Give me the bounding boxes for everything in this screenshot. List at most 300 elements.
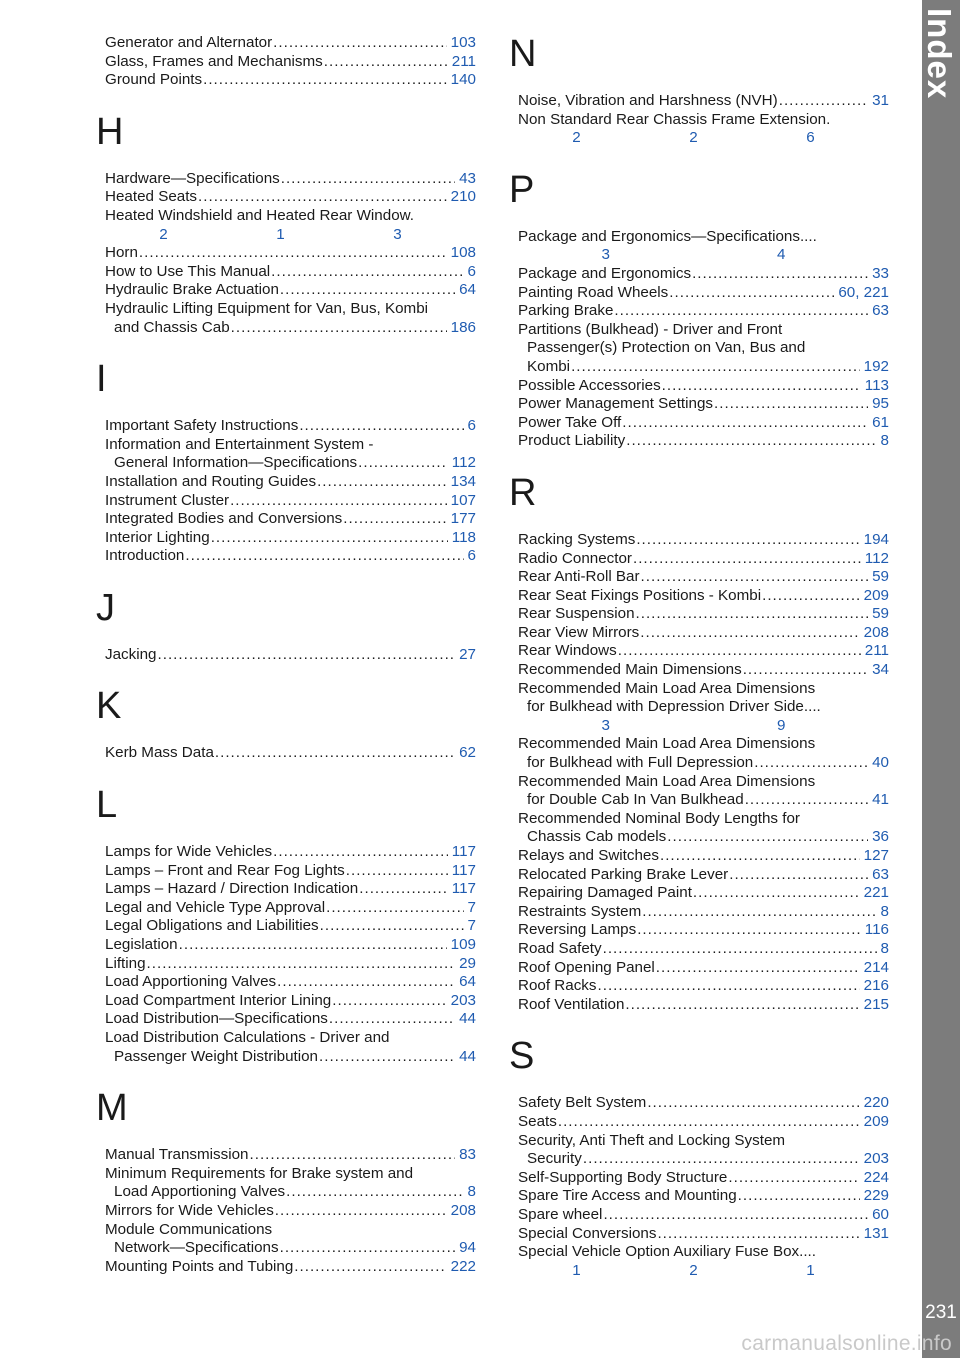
entry-page-link[interactable]: 209 xyxy=(863,1112,889,1130)
index-entry[interactable] xyxy=(96,862,476,881)
entry-title: Lamps for Wide Vehicles xyxy=(105,843,273,861)
entry-page-link[interactable]: 36 xyxy=(872,828,889,846)
entry-page-link[interactable]: 215 xyxy=(863,995,889,1013)
entry-title: Package and Ergonomics—Specifications.... xyxy=(518,227,817,245)
entry-title: Heated Windshield and Heated Rear Window. xyxy=(105,206,414,224)
entry-title: Road Safety xyxy=(518,939,602,957)
entry-title: Recommended Main Dimensions xyxy=(518,661,742,679)
entry-leader-line xyxy=(105,170,476,189)
entry-page-link[interactable]: 203 xyxy=(450,991,476,1009)
index-entry[interactable] xyxy=(509,1206,889,1225)
index-entry[interactable] xyxy=(96,992,476,1011)
dot-leader xyxy=(320,917,464,936)
index-entry[interactable] xyxy=(96,71,476,90)
entry-leader-line xyxy=(105,34,476,53)
dot-leader xyxy=(745,791,868,810)
entry-page-link[interactable]: 29 xyxy=(459,954,476,972)
entry-page-link[interactable]: 103 xyxy=(450,34,476,51)
entry-title: Load Compartment Interior Lining xyxy=(105,991,332,1009)
entry-page-link[interactable]: 62 xyxy=(459,744,476,762)
entry-leader-line xyxy=(105,992,476,1011)
entry-leader-line xyxy=(518,265,889,284)
entry-title: Rear View Mirrors xyxy=(518,623,640,641)
entry-page-link[interactable]: 186 xyxy=(450,318,476,336)
entry-page-link[interactable]: 216 xyxy=(863,977,889,995)
index-entry[interactable] xyxy=(96,917,476,936)
index-entry[interactable] xyxy=(96,170,476,189)
entry-leader-line xyxy=(105,281,476,300)
index-entry[interactable] xyxy=(509,568,889,587)
index-column-right xyxy=(509,34,889,1280)
section-letter: J xyxy=(96,586,115,629)
entry-page-link[interactable]: 118 xyxy=(451,528,476,546)
entry-page-link[interactable]: 117 xyxy=(451,861,476,879)
entry-page-link[interactable]: 221 xyxy=(863,884,889,902)
entry-page-link[interactable]: 59 xyxy=(872,568,889,586)
dot-leader xyxy=(324,53,448,72)
entry-leader-line xyxy=(518,358,889,377)
index-entry[interactable] xyxy=(96,417,476,436)
index-entry[interactable] xyxy=(509,284,889,303)
entry-title: Hydraulic Brake Actuation xyxy=(105,281,279,299)
index-entry[interactable] xyxy=(96,510,476,529)
entry-page-link[interactable]: 113 xyxy=(864,376,889,394)
entry-page-link[interactable]: 222 xyxy=(450,1257,476,1275)
dot-leader xyxy=(693,884,860,903)
entry-page-digit[interactable]: 2 xyxy=(689,1261,698,1279)
index-entry[interactable] xyxy=(96,473,476,492)
entry-page-link[interactable]: 40 xyxy=(872,754,889,772)
index-entry[interactable] xyxy=(509,111,889,148)
index-entry[interactable] xyxy=(96,34,476,53)
entry-leader-line xyxy=(105,1146,476,1165)
index-entry[interactable] xyxy=(509,605,889,624)
entry-page-link[interactable]: 94 xyxy=(459,1239,476,1257)
entry-page-digit[interactable]: 6 xyxy=(806,129,815,147)
entry-title: Partitions (Bulkhead) - Driver and Front xyxy=(518,320,783,338)
index-entry[interactable] xyxy=(509,1113,889,1132)
entry-title: Rear Anti-Roll Bar xyxy=(518,568,640,586)
index-entry[interactable] xyxy=(509,680,889,736)
entry-page-link[interactable]: 131 xyxy=(863,1224,889,1242)
entry-page-link[interactable]: 83 xyxy=(459,1146,476,1164)
entry-page-link[interactable]: 8 xyxy=(880,902,889,920)
entry-page-link[interactable]: 6 xyxy=(467,547,476,565)
index-entry[interactable] xyxy=(509,977,889,996)
dot-leader xyxy=(743,661,868,680)
entry-leader-line xyxy=(105,188,476,207)
entry-page-split xyxy=(518,246,889,265)
dot-leader xyxy=(618,642,861,661)
dot-leader xyxy=(729,866,868,885)
entry-title: Mirrors for Wide Vehicles xyxy=(105,1201,274,1219)
index-entry[interactable] xyxy=(509,377,889,396)
dot-leader xyxy=(662,377,861,396)
entry-page-link[interactable]: 95 xyxy=(872,395,889,413)
entry-page-link[interactable]: 44 xyxy=(459,1010,476,1028)
dot-leader xyxy=(230,492,447,511)
entry-page-digit[interactable]: 3 xyxy=(601,246,610,264)
index-entry[interactable] xyxy=(509,1169,889,1188)
entry-leader-line xyxy=(518,754,889,773)
entry-title: Kombi xyxy=(527,357,571,375)
dot-leader xyxy=(738,1187,860,1206)
entry-page-link[interactable]: 6 xyxy=(467,262,476,280)
entry-leader-line xyxy=(105,492,476,511)
index-entry[interactable] xyxy=(509,921,889,940)
entry-page-link[interactable]: 44 xyxy=(459,1047,476,1065)
index-entry[interactable] xyxy=(509,810,889,847)
entry-leader-line xyxy=(518,587,889,606)
entry-page-link[interactable]: 7 xyxy=(467,917,476,935)
entry-page-link[interactable]: 109 xyxy=(450,936,476,954)
section-letter: N xyxy=(509,33,537,75)
dot-leader xyxy=(326,899,463,918)
entry-leader-line xyxy=(518,1187,889,1206)
entry-leader-line xyxy=(105,473,476,492)
dot-leader xyxy=(329,1010,455,1029)
index-entry[interactable] xyxy=(96,1146,476,1165)
entry-page-link[interactable]: 27 xyxy=(459,645,476,663)
entry-page-link[interactable]: 214 xyxy=(863,958,889,976)
entry-page-link[interactable]: 209 xyxy=(863,586,889,604)
entry-page-link[interactable]: 116 xyxy=(864,921,889,939)
entry-leader-line xyxy=(518,661,889,680)
entry-title: Roof Racks xyxy=(518,977,597,995)
index-entry[interactable] xyxy=(96,492,476,511)
entry-page-link[interactable]: 108 xyxy=(450,244,476,262)
entry-page-link[interactable]: 211 xyxy=(451,52,476,70)
entry-page-digit[interactable]: 3 xyxy=(393,225,402,243)
entry-page-link[interactable]: 59 xyxy=(872,605,889,623)
index-entry[interactable] xyxy=(96,899,476,918)
entry-leader-line xyxy=(518,791,889,810)
entry-leader-line xyxy=(518,1113,889,1132)
index-entry[interactable] xyxy=(96,955,476,974)
entry-leader-line xyxy=(105,547,476,566)
index-entry[interactable] xyxy=(96,1202,476,1221)
entry-title: Roof Ventilation xyxy=(518,995,625,1013)
entry-page-link[interactable]: 8 xyxy=(880,939,889,957)
index-entry[interactable] xyxy=(509,773,889,810)
index-entry[interactable] xyxy=(96,244,476,263)
entry-leader-line xyxy=(105,529,476,548)
dot-leader xyxy=(633,550,861,569)
entry-page-link[interactable]: 63 xyxy=(872,865,889,883)
dot-leader xyxy=(211,529,448,548)
index-entry[interactable] xyxy=(509,624,889,643)
entry-leader-line xyxy=(105,244,476,263)
index-section xyxy=(96,34,476,90)
entry-title: Recommended Main Load Area Dimensions xyxy=(518,772,816,790)
entry-title: How to Use This Manual xyxy=(105,262,271,280)
dot-leader xyxy=(583,1150,860,1169)
entry-title: Special Vehicle Option Auxiliary Fuse Box.... xyxy=(518,1243,816,1261)
entry-page-split xyxy=(518,1262,889,1281)
entry-leader-line xyxy=(518,996,889,1015)
index-entry[interactable] xyxy=(509,884,889,903)
watermark: carmanualsonline.info xyxy=(741,1332,952,1355)
entry-title: Kerb Mass Data xyxy=(105,744,214,762)
entry-page-link[interactable]: 194 xyxy=(863,530,889,548)
dot-leader xyxy=(273,843,448,862)
index-entry[interactable] xyxy=(509,866,889,885)
entry-title: Safety Belt System xyxy=(518,1094,647,1112)
entry-page-link[interactable]: 34 xyxy=(872,661,889,679)
entry-page-link[interactable]: 220 xyxy=(863,1094,889,1112)
entry-page-link[interactable]: 64 xyxy=(459,973,476,991)
dot-leader xyxy=(185,547,463,566)
index-entry[interactable] xyxy=(509,1094,889,1113)
index-entry[interactable] xyxy=(509,1132,889,1169)
entry-page-link[interactable]: 211 xyxy=(864,642,889,660)
index-entry[interactable] xyxy=(509,735,889,772)
entry-page-link[interactable]: 208 xyxy=(863,623,889,641)
index-entry[interactable] xyxy=(96,1029,476,1066)
index-entry[interactable] xyxy=(96,263,476,282)
index-entry[interactable] xyxy=(96,529,476,548)
entry-page-link[interactable]: 33 xyxy=(872,264,889,282)
index-entry[interactable] xyxy=(96,53,476,72)
entry-page-digit[interactable]: 2 xyxy=(159,225,168,243)
entry-title: Hydraulic Lifting Equipment for Van, Bus, Kombi xyxy=(105,299,429,317)
dot-leader xyxy=(603,940,877,959)
entry-page-link[interactable]: 117 xyxy=(451,843,476,861)
entry-title: Load Distribution Calculations - Driver and xyxy=(105,1029,390,1046)
entry-title: Instrument Cluster xyxy=(105,491,230,509)
entry-leader-line xyxy=(518,414,889,433)
entry-title: Power Management Settings xyxy=(518,395,714,413)
entry-page-digit[interactable]: 1 xyxy=(276,225,285,243)
dot-leader xyxy=(294,1258,446,1277)
dot-leader xyxy=(332,992,446,1011)
dot-leader xyxy=(286,1183,463,1202)
index-entry[interactable] xyxy=(509,414,889,433)
entry-page-digit[interactable]: 2 xyxy=(572,129,581,147)
entry-title: Rear Suspension xyxy=(518,605,635,623)
index-entry[interactable] xyxy=(509,228,889,265)
index-entry[interactable] xyxy=(509,959,889,978)
section-letter: L xyxy=(96,784,118,827)
entry-title: Load Distribution—Specifications xyxy=(105,1010,328,1028)
entry-page-link[interactable]: 6 xyxy=(467,417,476,435)
index-entry[interactable] xyxy=(509,1243,889,1280)
entry-title: Self-Supporting Body Structure xyxy=(518,1168,728,1186)
dot-leader xyxy=(603,1206,868,1225)
entry-title: Information and Entertainment System - xyxy=(105,435,374,453)
index-entry[interactable] xyxy=(96,207,476,244)
entry-page-link[interactable]: 140 xyxy=(450,71,476,89)
index-entry[interactable] xyxy=(509,903,889,922)
dot-leader xyxy=(343,510,446,529)
entry-page-link[interactable]: 224 xyxy=(863,1168,889,1186)
entry-page-link[interactable]: 134 xyxy=(450,472,476,490)
entry-leader-line xyxy=(518,1150,889,1169)
entry-leader-line xyxy=(518,568,889,587)
entry-title: Manual Transmission xyxy=(105,1146,249,1164)
entry-title: Lifting xyxy=(105,954,146,972)
entry-page-link[interactable]: 177 xyxy=(450,510,476,528)
entry-title: Ground Points xyxy=(105,71,203,89)
dot-leader xyxy=(692,265,868,284)
entry-title: Network—Specifications xyxy=(114,1239,279,1257)
entry-page-digit[interactable]: 4 xyxy=(777,246,786,264)
entry-title: Horn xyxy=(105,244,138,262)
index-entry[interactable] xyxy=(96,936,476,955)
entry-page-digit[interactable]: 9 xyxy=(777,716,786,734)
entry-leader-line xyxy=(518,395,889,414)
entry-title: Seats xyxy=(518,1112,557,1130)
entry-leader-line xyxy=(105,973,476,992)
entry-leader-line xyxy=(518,959,889,978)
entry-title: Spare wheel xyxy=(518,1205,603,1223)
entry-page-digit[interactable]: 1 xyxy=(806,1261,815,1279)
entry-title: Legal Obligations and Liabilities xyxy=(105,917,319,935)
index-entry[interactable] xyxy=(96,843,476,862)
index-entry[interactable] xyxy=(509,302,889,321)
dot-leader xyxy=(358,454,448,473)
section-letter: S xyxy=(509,1035,535,1078)
entry-leader-line xyxy=(105,1183,476,1202)
index-entry[interactable] xyxy=(96,1258,476,1277)
entry-title: Reversing Lamps xyxy=(518,921,637,939)
index-entry[interactable] xyxy=(509,265,889,284)
entry-page-link[interactable]: 7 xyxy=(467,898,476,916)
entry-leader-line xyxy=(105,936,476,955)
entry-page-link[interactable]: 31 xyxy=(872,92,889,109)
entry-page-link[interactable]: 210 xyxy=(450,188,476,206)
entry-page-digit[interactable]: 1 xyxy=(572,1261,581,1279)
entry-leader-line xyxy=(105,917,476,936)
entry-title: Legal and Vehicle Type Approval xyxy=(105,898,326,916)
entry-page-link[interactable]: 117 xyxy=(451,880,476,898)
entry-leader-line xyxy=(518,377,889,396)
index-entry[interactable] xyxy=(96,1221,476,1258)
entry-leader-line xyxy=(518,550,889,569)
entry-title: Hardware—Specifications xyxy=(105,169,280,187)
dot-leader xyxy=(626,432,876,451)
index-section xyxy=(96,686,476,763)
dot-leader xyxy=(637,921,861,940)
index-section xyxy=(96,588,476,665)
entry-page-digit[interactable]: 3 xyxy=(601,716,610,734)
index-entry[interactable] xyxy=(96,973,476,992)
dot-leader xyxy=(203,71,447,90)
entry-page-link[interactable]: 60, 221 xyxy=(838,283,889,301)
index-entry[interactable] xyxy=(96,281,476,300)
entry-title: General Information—Specifications xyxy=(114,454,358,472)
dot-leader xyxy=(647,1094,859,1113)
index-entry[interactable] xyxy=(96,646,476,665)
index-entry[interactable] xyxy=(96,744,476,763)
entry-page-link[interactable]: 203 xyxy=(863,1150,889,1168)
index-entry[interactable] xyxy=(509,661,889,680)
entry-page-link[interactable]: 112 xyxy=(451,454,476,472)
entry-page-link[interactable]: 64 xyxy=(459,281,476,299)
entry-title: Painting Road Wheels xyxy=(518,283,669,301)
entry-page-link[interactable]: 127 xyxy=(863,847,889,864)
entry-page-link[interactable]: 63 xyxy=(872,302,889,320)
entry-leader-line xyxy=(518,866,889,885)
dot-leader xyxy=(158,646,456,665)
entry-page-link[interactable]: 208 xyxy=(450,1201,476,1219)
entry-title: Interior Lighting xyxy=(105,528,210,546)
index-entry[interactable] xyxy=(509,940,889,959)
index-entry[interactable] xyxy=(96,188,476,207)
index-entry[interactable] xyxy=(96,880,476,899)
entry-title: for Bulkhead with Full Depression xyxy=(527,754,754,772)
index-entry[interactable] xyxy=(96,547,476,566)
entry-page-link[interactable]: 61 xyxy=(872,413,889,431)
entry-page-link[interactable]: 112 xyxy=(864,549,889,567)
index-entry[interactable] xyxy=(96,300,476,337)
entry-title: Roof Opening Panel xyxy=(518,958,655,976)
index-entry[interactable] xyxy=(509,92,889,111)
entry-leader-line xyxy=(518,92,889,111)
entry-title: Important Safety Instructions xyxy=(105,417,299,435)
dot-leader xyxy=(277,973,455,992)
entry-page-link[interactable]: 192 xyxy=(863,357,889,375)
entry-page-link[interactable]: 107 xyxy=(450,491,476,509)
entry-page-link[interactable]: 41 xyxy=(872,791,889,809)
dot-leader xyxy=(614,302,868,321)
index-entry[interactable] xyxy=(96,1165,476,1202)
dot-leader xyxy=(657,1225,859,1244)
dot-leader xyxy=(625,996,859,1015)
index-entry[interactable] xyxy=(509,996,889,1015)
index-entry[interactable] xyxy=(509,395,889,414)
entry-title: Repairing Damaged Paint xyxy=(518,884,692,902)
index-entry[interactable] xyxy=(509,531,889,550)
index-section xyxy=(509,1036,889,1280)
index-entry[interactable] xyxy=(509,432,889,451)
index-entry[interactable] xyxy=(96,436,476,473)
entry-page-link[interactable]: 8 xyxy=(467,1183,476,1201)
dot-leader xyxy=(669,284,834,303)
index-entry[interactable] xyxy=(509,587,889,606)
entry-leader-line xyxy=(105,862,476,881)
entry-page-link[interactable]: 60 xyxy=(872,1205,889,1223)
index-entry[interactable] xyxy=(509,847,889,866)
entry-title: Security, Anti Theft and Locking System xyxy=(518,1131,786,1149)
entry-leader-line xyxy=(518,1094,889,1113)
dot-leader xyxy=(779,92,868,111)
index-entry[interactable] xyxy=(509,642,889,661)
entry-title: Relays and Switches xyxy=(518,847,659,864)
entry-title: Chassis Cab models xyxy=(527,828,667,846)
entry-title-continued: Passenger(s) Protection on Van, Bus and xyxy=(527,339,806,357)
entry-title: Restraints System xyxy=(518,902,642,920)
entry-page-link[interactable]: 8 xyxy=(880,432,889,450)
entry-page-link[interactable]: 43 xyxy=(459,169,476,187)
index-entry[interactable] xyxy=(509,321,889,377)
dot-leader xyxy=(656,959,860,978)
entry-page-link[interactable]: 229 xyxy=(863,1187,889,1205)
entry-page-digit[interactable]: 2 xyxy=(689,129,698,147)
entry-title: Product Liability xyxy=(518,432,626,450)
index-entry[interactable] xyxy=(96,1010,476,1029)
entry-title: Installation and Routing Guides xyxy=(105,472,317,490)
entry-title: Power Take Off xyxy=(518,413,622,431)
dot-leader xyxy=(558,1113,860,1132)
dot-leader xyxy=(231,319,447,338)
index-entry[interactable] xyxy=(509,1225,889,1244)
index-entry[interactable] xyxy=(509,550,889,569)
index-entry[interactable] xyxy=(509,1187,889,1206)
entry-title: Noise, Vibration and Harshness (NVH) xyxy=(518,92,778,109)
index-column-left xyxy=(96,34,476,1276)
entry-title: Mounting Points and Tubing xyxy=(105,1257,294,1275)
